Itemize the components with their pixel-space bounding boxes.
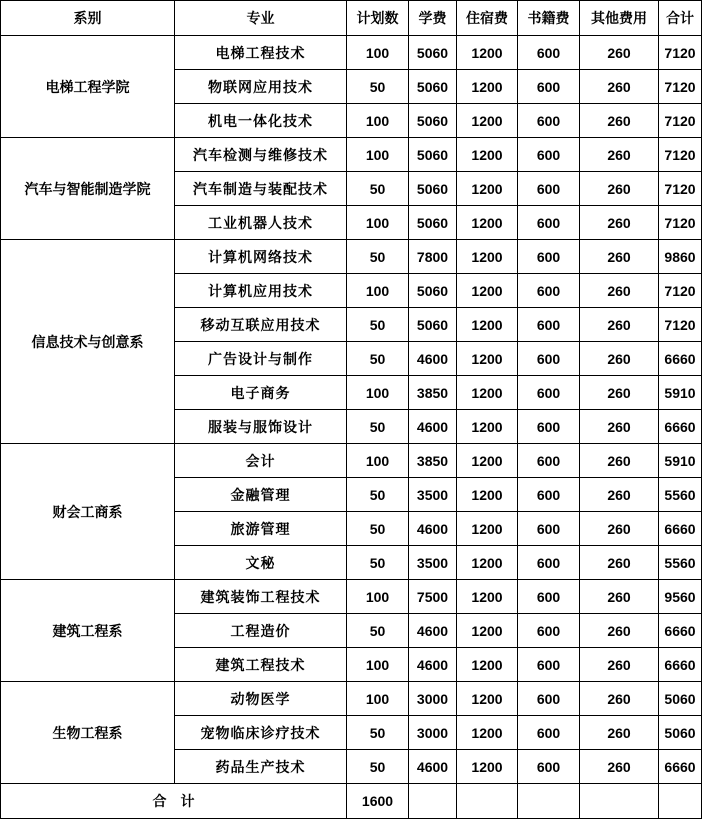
- other-cell: 260: [580, 138, 659, 172]
- major-cell: 物联网应用技术: [175, 70, 347, 104]
- total-empty-cell: [580, 784, 659, 819]
- books-cell: 600: [518, 478, 580, 512]
- department-cell: 建筑工程系: [1, 580, 175, 682]
- other-cell: 260: [580, 36, 659, 70]
- books-cell: 600: [518, 36, 580, 70]
- tuition-cell: 5060: [409, 206, 457, 240]
- total-empty-cell: [457, 784, 518, 819]
- books-cell: 600: [518, 308, 580, 342]
- tuition-cell: 5060: [409, 104, 457, 138]
- department-cell: 信息技术与创意系: [1, 240, 175, 444]
- header-books: 书籍费: [518, 1, 580, 36]
- major-cell: 移动互联应用技术: [175, 308, 347, 342]
- total-row: [1, 784, 702, 819]
- total-cell: 9560: [659, 580, 702, 614]
- total-cell: 7120: [659, 206, 702, 240]
- total-cell: 7120: [659, 274, 702, 308]
- total-cell: 5060: [659, 716, 702, 750]
- books-cell: 600: [518, 750, 580, 784]
- department-cell: 汽车与智能制造学院: [1, 138, 175, 240]
- other-cell: 260: [580, 682, 659, 716]
- lodging-cell: 1200: [457, 308, 518, 342]
- lodging-cell: 1200: [457, 104, 518, 138]
- major-cell: 文秘: [175, 546, 347, 580]
- plan-cell: 100: [347, 36, 409, 70]
- lodging-cell: 1200: [457, 750, 518, 784]
- total-cell: 7120: [659, 104, 702, 138]
- other-cell: 260: [580, 376, 659, 410]
- other-cell: 260: [580, 410, 659, 444]
- total-cell: 7120: [659, 308, 702, 342]
- major-cell: 药品生产技术: [175, 750, 347, 784]
- lodging-cell: 1200: [457, 70, 518, 104]
- table-row: [1, 240, 702, 274]
- major-cell: 计算机应用技术: [175, 274, 347, 308]
- plan-cell: 50: [347, 750, 409, 784]
- lodging-cell: 1200: [457, 512, 518, 546]
- total-cell: 7120: [659, 36, 702, 70]
- major-cell: 建筑工程技术: [175, 648, 347, 682]
- tuition-cell: 3850: [409, 444, 457, 478]
- books-cell: 600: [518, 546, 580, 580]
- plan-cell: 50: [347, 478, 409, 512]
- plan-cell: 100: [347, 376, 409, 410]
- header-row: [1, 1, 702, 36]
- total-cell: 6660: [659, 342, 702, 376]
- books-cell: 600: [518, 444, 580, 478]
- tuition-cell: 5060: [409, 308, 457, 342]
- plan-cell: 100: [347, 206, 409, 240]
- tuition-cell: 4600: [409, 410, 457, 444]
- header-major: 专业: [175, 1, 347, 36]
- table-row: [1, 444, 702, 478]
- plan-cell: 100: [347, 648, 409, 682]
- other-cell: 260: [580, 70, 659, 104]
- table-row: [1, 682, 702, 716]
- lodging-cell: 1200: [457, 376, 518, 410]
- department-cell: 财会工商系: [1, 444, 175, 580]
- books-cell: 600: [518, 682, 580, 716]
- other-cell: 260: [580, 308, 659, 342]
- books-cell: 600: [518, 716, 580, 750]
- lodging-cell: 1200: [457, 614, 518, 648]
- tuition-cell: 3000: [409, 716, 457, 750]
- other-cell: 260: [580, 274, 659, 308]
- lodging-cell: 1200: [457, 444, 518, 478]
- lodging-cell: 1200: [457, 138, 518, 172]
- tuition-cell: 7500: [409, 580, 457, 614]
- tuition-cell: 5060: [409, 172, 457, 206]
- total-cell: 6660: [659, 512, 702, 546]
- lodging-cell: 1200: [457, 648, 518, 682]
- lodging-cell: 1200: [457, 274, 518, 308]
- plan-cell: 50: [347, 614, 409, 648]
- total-cell: 6660: [659, 750, 702, 784]
- fee-table-body: [1, 36, 702, 784]
- total-empty-cell: [518, 784, 580, 819]
- books-cell: 600: [518, 70, 580, 104]
- plan-cell: 100: [347, 580, 409, 614]
- major-cell: 电梯工程技术: [175, 36, 347, 70]
- total-cell: 5910: [659, 376, 702, 410]
- tuition-cell: 4600: [409, 648, 457, 682]
- total-cell: 7120: [659, 172, 702, 206]
- lodging-cell: 1200: [457, 410, 518, 444]
- other-cell: 260: [580, 512, 659, 546]
- other-cell: 260: [580, 716, 659, 750]
- tuition-cell: 4600: [409, 750, 457, 784]
- major-cell: 广告设计与制作: [175, 342, 347, 376]
- plan-cell: 50: [347, 172, 409, 206]
- tuition-cell: 4600: [409, 512, 457, 546]
- total-cell: 6660: [659, 410, 702, 444]
- total-cell: 5060: [659, 682, 702, 716]
- total-empty-cell: [659, 784, 702, 819]
- plan-cell: 100: [347, 444, 409, 478]
- total-cell: 9860: [659, 240, 702, 274]
- other-cell: 260: [580, 104, 659, 138]
- other-cell: 260: [580, 648, 659, 682]
- plan-cell: 50: [347, 240, 409, 274]
- major-cell: 工业机器人技术: [175, 206, 347, 240]
- major-cell: 机电一体化技术: [175, 104, 347, 138]
- other-cell: 260: [580, 240, 659, 274]
- total-cell: 6660: [659, 648, 702, 682]
- plan-cell: 100: [347, 104, 409, 138]
- plan-cell: 100: [347, 138, 409, 172]
- tuition-cell: 3850: [409, 376, 457, 410]
- major-cell: 宠物临床诊疗技术: [175, 716, 347, 750]
- other-cell: 260: [580, 206, 659, 240]
- lodging-cell: 1200: [457, 682, 518, 716]
- other-cell: 260: [580, 750, 659, 784]
- lodging-cell: 1200: [457, 716, 518, 750]
- books-cell: 600: [518, 648, 580, 682]
- tuition-cell: 7800: [409, 240, 457, 274]
- major-cell: 工程造价: [175, 614, 347, 648]
- plan-cell: 50: [347, 308, 409, 342]
- plan-cell: 100: [347, 274, 409, 308]
- table-row: [1, 580, 702, 614]
- other-cell: 260: [580, 342, 659, 376]
- plan-cell: 50: [347, 716, 409, 750]
- tuition-cell: 5060: [409, 36, 457, 70]
- major-cell: 建筑装饰工程技术: [175, 580, 347, 614]
- books-cell: 600: [518, 104, 580, 138]
- total-plan: 1600: [347, 784, 409, 819]
- total-label: 合 计: [1, 784, 347, 819]
- other-cell: 260: [580, 478, 659, 512]
- plan-cell: 100: [347, 682, 409, 716]
- lodging-cell: 1200: [457, 172, 518, 206]
- tuition-cell: 3000: [409, 682, 457, 716]
- tuition-cell: 5060: [409, 274, 457, 308]
- lodging-cell: 1200: [457, 478, 518, 512]
- major-cell: 计算机网络技术: [175, 240, 347, 274]
- tuition-cell: 5060: [409, 70, 457, 104]
- books-cell: 600: [518, 206, 580, 240]
- major-cell: 动物医学: [175, 682, 347, 716]
- total-cell: 5560: [659, 546, 702, 580]
- other-cell: 260: [580, 172, 659, 206]
- lodging-cell: 1200: [457, 206, 518, 240]
- major-cell: 汽车制造与装配技术: [175, 172, 347, 206]
- lodging-cell: 1200: [457, 240, 518, 274]
- total-cell: 7120: [659, 138, 702, 172]
- table-row: [1, 36, 702, 70]
- department-cell: 生物工程系: [1, 682, 175, 784]
- total-cell: 5910: [659, 444, 702, 478]
- header-dept: 系别: [1, 1, 175, 36]
- table-row: [1, 138, 702, 172]
- plan-cell: 50: [347, 410, 409, 444]
- other-cell: 260: [580, 580, 659, 614]
- major-cell: 旅游管理: [175, 512, 347, 546]
- tuition-cell: 5060: [409, 138, 457, 172]
- total-cell: 5560: [659, 478, 702, 512]
- plan-cell: 50: [347, 546, 409, 580]
- plan-cell: 50: [347, 512, 409, 546]
- lodging-cell: 1200: [457, 580, 518, 614]
- lodging-cell: 1200: [457, 546, 518, 580]
- other-cell: 260: [580, 444, 659, 478]
- books-cell: 600: [518, 512, 580, 546]
- lodging-cell: 1200: [457, 342, 518, 376]
- major-cell: 会计: [175, 444, 347, 478]
- header-tuition: 学费: [409, 1, 457, 36]
- total-cell: 6660: [659, 614, 702, 648]
- other-cell: 260: [580, 546, 659, 580]
- header-lodging: 住宿费: [457, 1, 518, 36]
- books-cell: 600: [518, 410, 580, 444]
- books-cell: 600: [518, 240, 580, 274]
- books-cell: 600: [518, 614, 580, 648]
- major-cell: 服装与服饰设计: [175, 410, 347, 444]
- other-cell: 260: [580, 614, 659, 648]
- books-cell: 600: [518, 172, 580, 206]
- books-cell: 600: [518, 138, 580, 172]
- major-cell: 电子商务: [175, 376, 347, 410]
- header-other: 其他费用: [580, 1, 659, 36]
- major-cell: 汽车检测与维修技术: [175, 138, 347, 172]
- department-cell: 电梯工程学院: [1, 36, 175, 138]
- header-plan: 计划数: [347, 1, 409, 36]
- lodging-cell: 1200: [457, 36, 518, 70]
- header-total: 合计: [659, 1, 702, 36]
- books-cell: 600: [518, 342, 580, 376]
- plan-cell: 50: [347, 342, 409, 376]
- tuition-cell: 4600: [409, 614, 457, 648]
- books-cell: 600: [518, 274, 580, 308]
- plan-cell: 50: [347, 70, 409, 104]
- books-cell: 600: [518, 580, 580, 614]
- total-empty-cell: [409, 784, 457, 819]
- total-cell: 7120: [659, 70, 702, 104]
- tuition-cell: 4600: [409, 342, 457, 376]
- major-cell: 金融管理: [175, 478, 347, 512]
- books-cell: 600: [518, 376, 580, 410]
- tuition-cell: 3500: [409, 478, 457, 512]
- tuition-cell: 3500: [409, 546, 457, 580]
